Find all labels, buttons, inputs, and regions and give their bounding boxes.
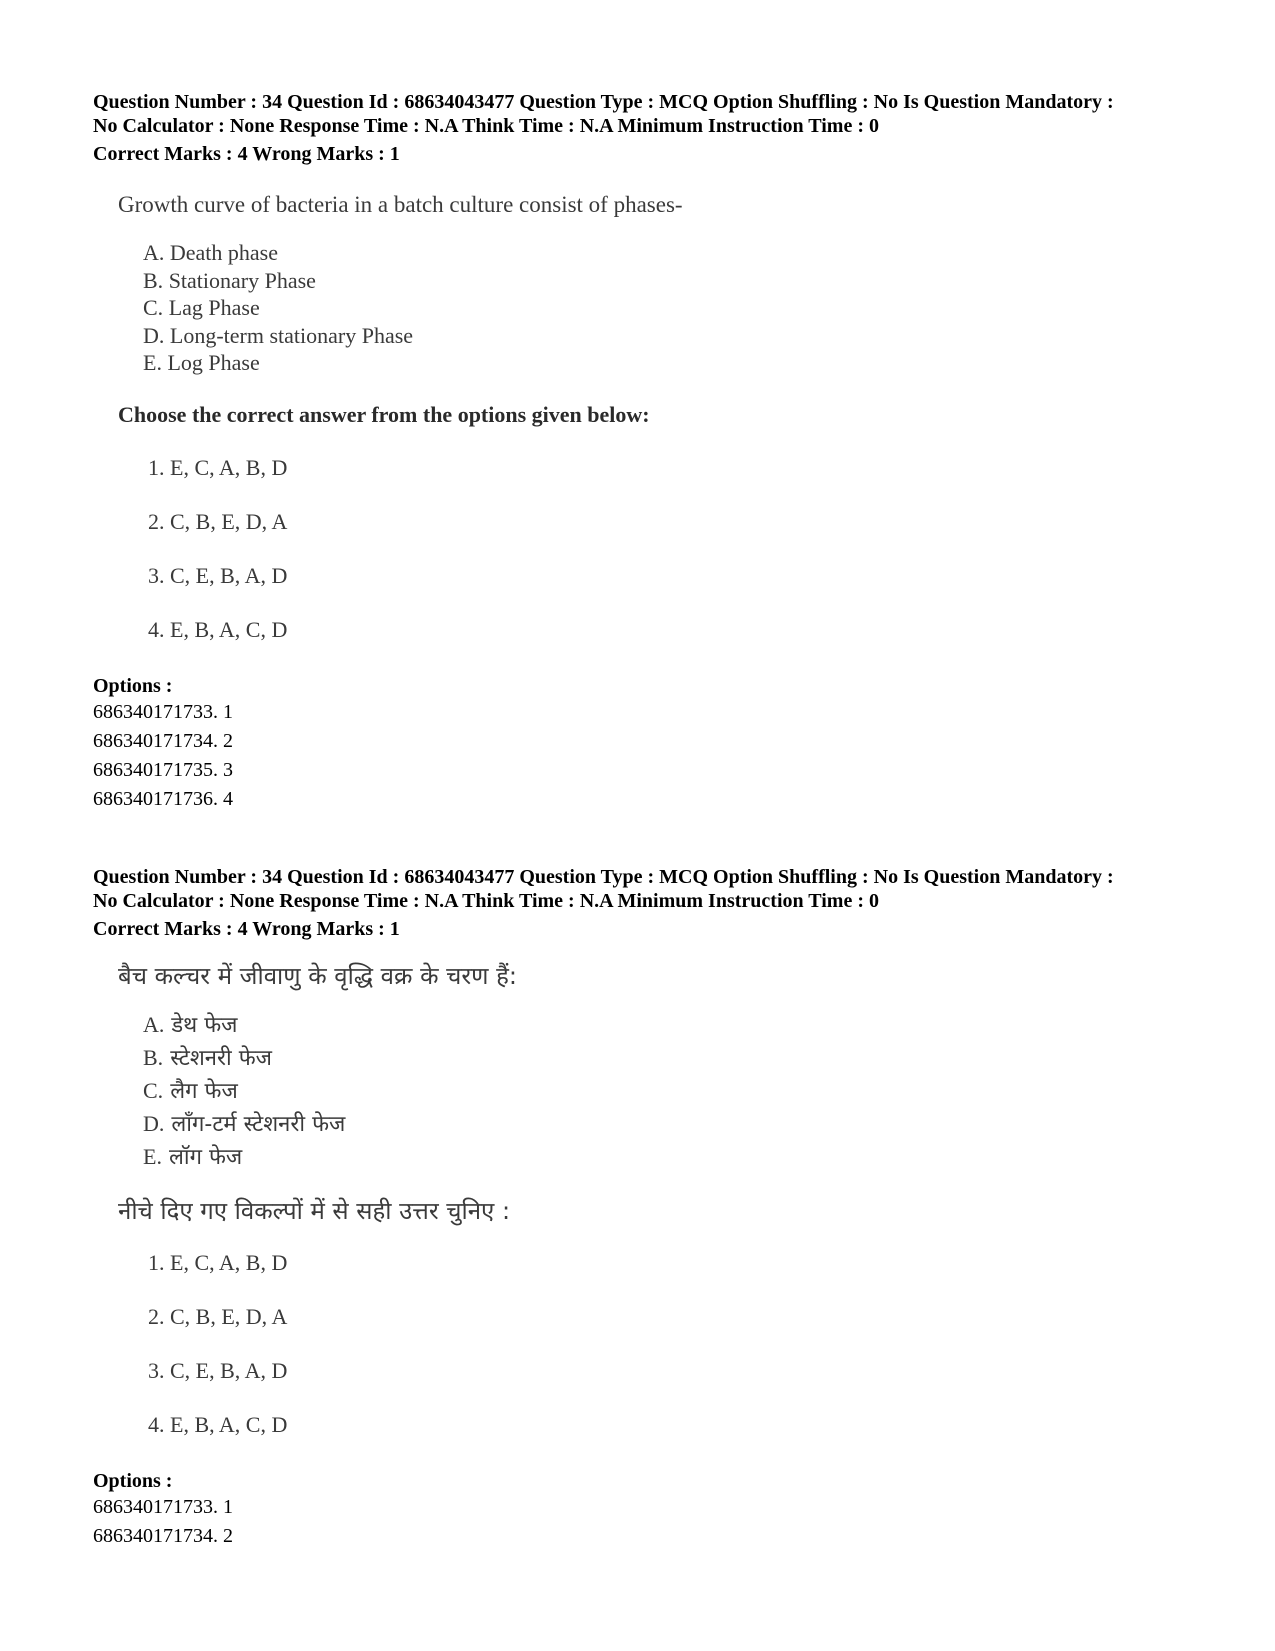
answer-choice: 1. E, C, A, B, D: [148, 1250, 288, 1275]
answer-choice: 2. C, B, E, D, A: [148, 508, 288, 534]
answer-choice: 2. C, B, E, D, A: [148, 1304, 288, 1329]
question-block-hindi: [93, 865, 1213, 1551]
statement-list: [143, 1009, 1213, 1174]
options-label: Options :: [93, 1470, 173, 1492]
option-id-list: [93, 1493, 1213, 1551]
question-marks: Correct Marks : 4 Wrong Marks : 1: [93, 918, 400, 940]
choose-instruction: Choose the correct answer from the options given below:: [118, 401, 650, 427]
statement-item: C. लैग फेज: [143, 1078, 238, 1104]
statement-item: A. Death phase: [143, 240, 279, 265]
option-id-item: 686340171734. 2: [93, 1525, 233, 1547]
statement-item: A. डेथ फेज: [143, 1012, 238, 1038]
answer-choice-list: [148, 1249, 1213, 1465]
question-meta-line-1: Question Number : 34 Question Id : 68634043477 Question Type : MCQ Option Shuffling : No Is Question Mandatory :: [93, 91, 1114, 113]
question-stem: Growth curve of bacteria in a batch culture consist of phases-: [118, 192, 683, 217]
statement-list: [143, 239, 1213, 377]
option-id-item: 686340171735. 3: [93, 758, 233, 781]
statement-item: E. लॉग फेज: [143, 1144, 243, 1170]
question-meta: [93, 865, 1213, 913]
question-meta: [93, 90, 1213, 138]
option-id-list: [93, 698, 1213, 814]
statement-item: B. स्टेशनरी फेज: [143, 1045, 272, 1071]
answer-choice: 3. C, E, B, A, D: [148, 1358, 288, 1383]
question-content: [118, 191, 1213, 670]
question-marks: Correct Marks : 4 Wrong Marks : 1: [93, 143, 400, 165]
option-id-item: 686340171736. 4: [93, 787, 233, 810]
answer-choice-list: [148, 454, 1213, 670]
statement-item: C. Lag Phase: [143, 295, 260, 320]
question-content: [118, 961, 1213, 1465]
choose-instruction: नीचे दिए गए विकल्पों में से सही उत्तर चुनिए :: [118, 1197, 511, 1225]
question-stem: बैच कल्चर में जीवाणु के वृद्धि वक्र के चरण हैं:: [118, 962, 517, 990]
option-id-item: 686340171733. 1: [93, 700, 233, 723]
statement-item: D. लाँग-टर्म स्टेशनरी फेज: [143, 1111, 346, 1137]
statement-item: E. Log Phase: [143, 350, 260, 375]
statement-item: D. Long-term stationary Phase: [143, 322, 414, 348]
answer-choice: 4. E, B, A, C, D: [148, 1412, 288, 1437]
answer-choice: 4. E, B, A, C, D: [148, 616, 288, 642]
option-id-item: 686340171733. 1: [93, 1496, 233, 1518]
question-block-english: [93, 90, 1213, 814]
statement-item: B. Stationary Phase: [143, 267, 316, 293]
answer-choice: 3. C, E, B, A, D: [148, 562, 288, 588]
question-meta-line-2: No Calculator : None Response Time : N.A Think Time : N.A Minimum Instruction Time : 0: [93, 115, 879, 137]
options-label: Options :: [93, 674, 173, 697]
option-id-item: 686340171734. 2: [93, 729, 233, 752]
question-meta-line-2: No Calculator : None Response Time : N.A Think Time : N.A Minimum Instruction Time : 0: [93, 890, 879, 912]
question-meta-line-1: Question Number : 34 Question Id : 68634043477 Question Type : MCQ Option Shuffling : No Is Question Mandatory :: [93, 866, 1114, 888]
answer-choice: 1. E, C, A, B, D: [148, 454, 288, 480]
